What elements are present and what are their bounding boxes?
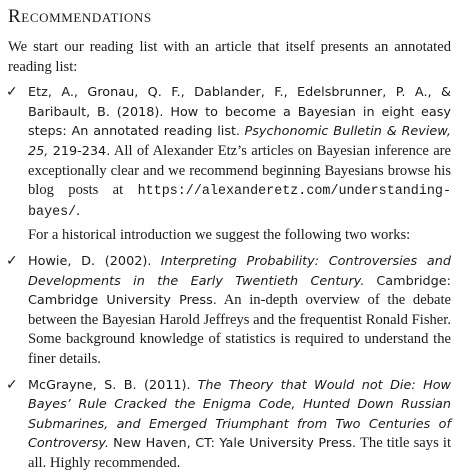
recommendation-item [8,83,451,222]
blog-url: https://alexanderetz.com/understanding-bayes/ [28,184,451,220]
author-year: McGrayne, S. B. (2011). [28,378,191,393]
recommendation-body [28,376,451,473]
intro-paragraph: We start our reading list with an article that itself presents an annotated reading list: [8,38,451,77]
check-icon: ✓ [6,83,18,103]
url-period: . [76,203,80,219]
recommendation-body [28,83,451,222]
historical-intro-paragraph: For a historical introduction we suggest the following two works: [8,226,451,246]
document-page [8,6,451,473]
recommendation-body [28,252,451,370]
recommendation-item [8,376,451,473]
journal-name: Psychonomic Bulletin & Review, 25, [28,124,451,159]
publisher: New Haven, CT: Yale University Press. [113,436,356,451]
citation-pages: 219-234. [53,144,111,159]
check-icon: ✓ [6,252,18,272]
recommendation-note: The title says it all. Highly recommended. [28,435,451,471]
recommendation-item [8,252,451,370]
recommendation-note: An in-depth overview of the debate between the Bayesian Harold Jeffreys and the frequentist Ronald Fisher. Some background knowledge of statistics is required to understand the finer details. [28,292,451,367]
book-title: The Theory that Would not Die: How Bayes’ Rule Cracked the Enigma Code, Hunted Down Russian Submarines, and Emerged Triumphant from Two Centuries of Controversy. [28,378,451,452]
book-title: Interpreting Probability: Controversies and Developments in the Early Twentieth Century. [28,254,451,289]
publisher: Cambridge: Cambridge University Press. [28,274,451,309]
check-icon: ✓ [6,376,18,396]
section-title: Recommendations [8,6,451,28]
recommendation-note: All of Alexander Etz’s articles on Bayesian inference are exceptionally clear and we recommend beginning Bayesians browse his blog posts at [28,143,451,198]
citation-text: Etz, A., Gronau, Q. F., Dablander, F., Edelsbrunner, P. A., & Baribault, B. (2018). How to become a Bayesian in eight easy steps: An annotated reading list. [28,85,451,139]
author-year: Howie, D. (2002). [28,254,151,269]
